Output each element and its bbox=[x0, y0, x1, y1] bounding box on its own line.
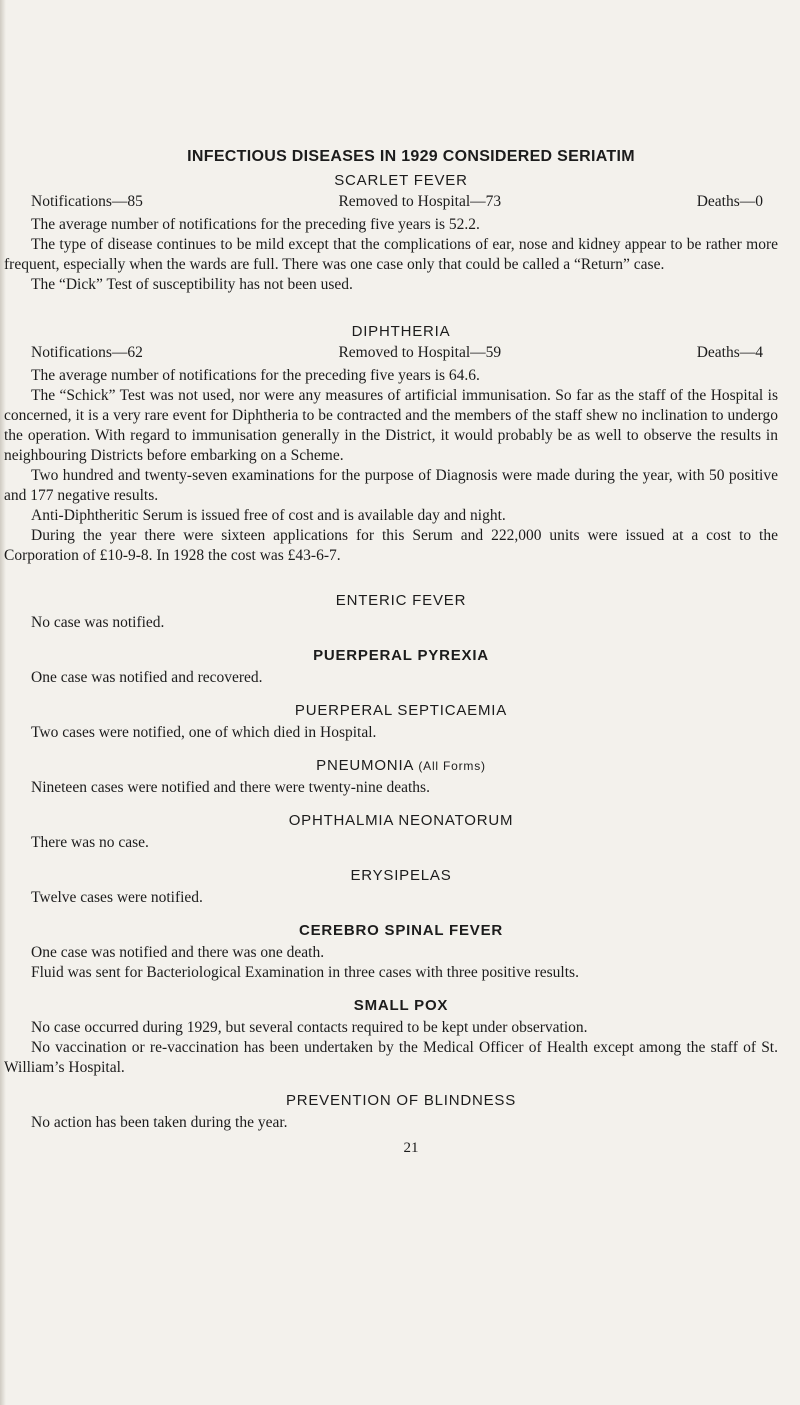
paragraph: The average number of notifications for the preceding five years is 52.2. bbox=[31, 216, 480, 233]
section-cerebro-spinal-fever bbox=[4, 922, 778, 983]
section-heading: DIPHTHERIA bbox=[351, 323, 451, 340]
paragraph: During the year there were sixteen applications for this Serum and 222,000 units were issued at a cost to the Corporation of £10-9-8. In 1928 the cost was £43-6-7. bbox=[4, 527, 778, 564]
removed-count: Removed to Hospital—73 bbox=[338, 193, 502, 210]
paragraph: No case was notified. bbox=[31, 614, 165, 631]
deaths-count: Deaths—4 bbox=[696, 344, 763, 361]
paragraph: One case was notified and there was one death. bbox=[31, 944, 325, 961]
paragraph: The type of disease continues to be mild except that the complications of ear, nose and kidney appear to be rather more frequent, especially when the wards are full. There was one case only that could be called a “Return” case. bbox=[4, 236, 778, 273]
paragraph: One case was notified and recovered. bbox=[31, 669, 263, 686]
paragraph: Fluid was sent for Bacteriological Examination in three cases with three positive results. bbox=[31, 964, 579, 981]
section-pneumonia bbox=[4, 757, 778, 798]
page-number: 21 bbox=[403, 1140, 419, 1156]
paragraph: Two cases were notified, one of which died in Hospital. bbox=[31, 724, 377, 741]
section-heading: ERYSIPELAS bbox=[350, 867, 452, 884]
section-puerperal-pyrexia bbox=[4, 647, 778, 688]
section-puerperal-septicaemia bbox=[4, 702, 778, 743]
paragraph: No action has been taken during the year. bbox=[31, 1114, 288, 1131]
section-diphtheria bbox=[4, 323, 778, 566]
paragraph: The “Dick” Test of susceptibility has not been used. bbox=[31, 276, 353, 293]
section-scarlet-fever bbox=[4, 172, 778, 295]
section-heading bbox=[4, 757, 778, 774]
section-heading: SCARLET FEVER bbox=[334, 172, 468, 189]
stats-row bbox=[4, 193, 778, 211]
section-heading: CEREBRO SPINAL FEVER bbox=[298, 922, 504, 939]
section-heading-text: PNEUMONIA bbox=[316, 757, 414, 774]
paragraph: No vaccination or re-vaccination has been undertaken by the Medical Officer of Health except among the staff of St. William’s Hospital. bbox=[4, 1039, 778, 1076]
paragraph: Nineteen cases were notified and there were twenty-nine deaths. bbox=[31, 779, 430, 796]
section-prevention-of-blindness bbox=[4, 1092, 778, 1133]
notifications-count: Notifications—85 bbox=[31, 193, 143, 210]
paragraph: Two hundred and twenty-seven examinations for the purpose of Diagnosis were made during the year, with 50 positive and 177 negative results. bbox=[4, 467, 778, 504]
section-small-pox bbox=[4, 997, 778, 1078]
section-heading: PREVENTION OF BLINDNESS bbox=[285, 1092, 517, 1109]
section-heading-note: (All Forms) bbox=[418, 759, 486, 773]
section-heading: SMALL POX bbox=[353, 997, 449, 1014]
removed-count: Removed to Hospital—59 bbox=[338, 344, 502, 361]
notifications-count: Notifications—62 bbox=[31, 344, 143, 361]
paragraph: The average number of notifications for the preceding five years is 64.6. bbox=[31, 367, 480, 384]
paragraph: There was no case. bbox=[31, 834, 149, 851]
section-heading: PUERPERAL PYREXIA bbox=[313, 647, 489, 664]
section-enteric-fever bbox=[4, 592, 778, 633]
section-erysipelas bbox=[4, 867, 778, 908]
stats-row bbox=[4, 344, 778, 362]
paragraph: No case occurred during 1929, but several contacts required to be kept under observation. bbox=[31, 1019, 588, 1036]
paragraph: Anti-Diphtheritic Serum is issued free of cost and is available day and night. bbox=[31, 507, 506, 524]
paragraph: The “Schick” Test was not used, nor were any measures of artificial immunisation. So far as the staff of the Hospital is concerned, it is a very rare event for Diphtheria to be contracted and the members of the staff shew no inclination to undergo the operation. With regard to immunisation generally in the District, it would probably be as well to observe the results in neighbouring Districts before embarking on a Scheme. bbox=[4, 387, 778, 464]
page-title: INFECTIOUS DISEASES IN 1929 CONSIDERED SERIATIM bbox=[187, 148, 635, 165]
document-body bbox=[4, 148, 778, 1157]
section-ophthalmia-neonatorum bbox=[4, 812, 778, 853]
deaths-count: Deaths—0 bbox=[696, 193, 763, 210]
section-heading: OPHTHALMIA NEONATORUM bbox=[288, 812, 514, 829]
paragraph: Twelve cases were notified. bbox=[31, 889, 203, 906]
section-heading: ENTERIC FEVER bbox=[335, 592, 467, 609]
section-heading: PUERPERAL SEPTICAEMIA bbox=[294, 702, 508, 719]
